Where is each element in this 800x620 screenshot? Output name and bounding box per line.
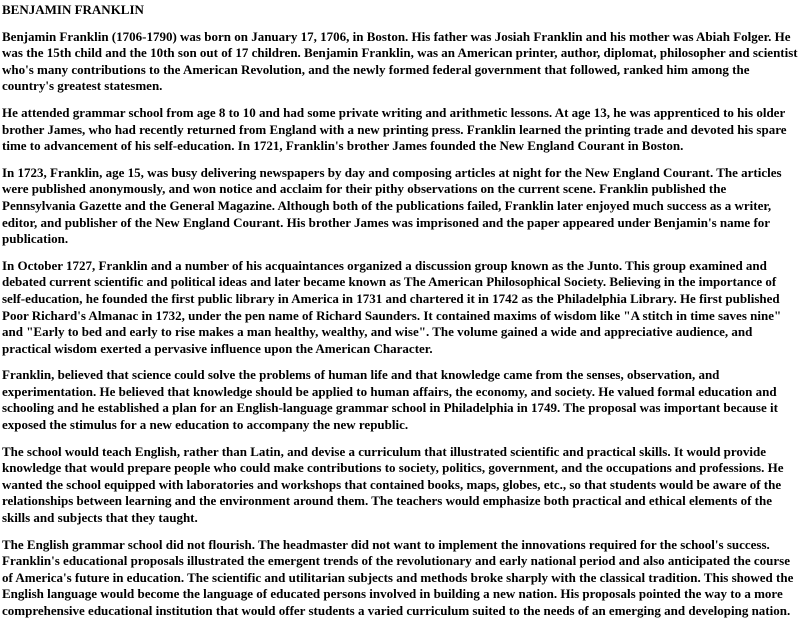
paragraph-school-legacy: The English grammar school did not flourish. The headmaster did not want to implement the innovations required for the school's success. Franklin's educational proposals illustrated the emergent trends of the revolutionary and early national period and also anticipated the course of America's future in education. The scientific and utilitarian subjects and methods broke sharply with the classical tradition. This showed the English language would become the language of educated persons involved in building a new nation. His proposals pointed the way to a more comprehensive educational institution that would offer students a varied curriculum suited to the needs of an emerging and developing nation. xyxy=(2,536,794,618)
paragraph-science-and-education: Franklin, believed that science could solve the problems of human life and that knowledge came from the senses, observation, and experimentation. He believed that knowledge should be applied to human affairs, the economy, and society. He valued formal education and schooling and he established a plan for an English-language grammar school in Philadelphia in 1749. The proposal was important because it exposed the stimulus for a new education to accompany the new republic. xyxy=(2,367,778,433)
paragraph-new-england-courant: In 1723, Franklin, age 15, was busy delivering newspapers by day and composing articles at night for the New England Courant. The articles were published anonymously, and won notice and acclaim for their pithy observations on the current scene. Franklin published the Pennsylvania Gazette and the General Magazine. Although both of the publications failed, Franklin later enjoyed much success as a writer, editor, and publisher of the New England Courant. His brother James was imprisoned and the paper appeared under Benjamin's name for publication. xyxy=(2,164,782,247)
paragraph-school-curriculum: The school would teach English, rather than Latin, and devise a curriculum that illustrated scientific and practical skills. It would provide knowledge that would prepare people who could make contributions to society, politics, government, and the occupations and professions. He wanted the school equipped with laboratories and workshops that contained books, maps, globes, etc., so that students would be aware of the relationships between learning and the environment around them. The teachers would emphasize both practical and ethical elements of the skills and subjects that they taught. xyxy=(2,443,784,526)
page-title: BENJAMIN FRANKLIN xyxy=(2,2,144,17)
paragraph-birth-and-family: Benjamin Franklin (1706-1790) was born on January 17, 1706, in Boston. His father was Josiah Franklin and his mother was Abiah Folger. He was the 15th child and the 10th son out of 17 children. Benjamin Franklin, was an American printer, author, diplomat, philosopher and scientist who's many contributions to the American Revolution, and the newly formed federal government that followed, ranked him among the country's greatest statesmen. xyxy=(2,28,798,94)
paragraph-junto-poor-richards: In October 1727, Franklin and a number of his acquaintances organized a discussion group known as the Junto. This group examined and debated current scientific and political ideas and later became known as The American Philosophical Society. Believing in the importance of self-education, he founded the first public library in America in 1731 and chartered it in 1742 as the Philadelphia Library. He first published Poor Richard's Almanac in 1732, under the pen name of Richard Saunders. It contained maxims of wisdom like "A stitch in time saves nine" and "Early to bed and early to rise makes a man healthy, wealthy, and wise". The volume gained a wide and appreciative audience, and practical wisdom exerted a pervasive influence upon the American Character. xyxy=(2,257,782,356)
paragraph-schooling-apprenticeship: He attended grammar school from age 8 to 10 and had some private writing and arithmetic lessons. At age 13, he was apprenticed to his older brother James, who had recently returned from England with a new printing press. Franklin learned the printing trade and devoted his spare time to advancement of his self-education. In 1721, Franklin's brother James founded the New England Courant in Boston. xyxy=(2,104,787,154)
